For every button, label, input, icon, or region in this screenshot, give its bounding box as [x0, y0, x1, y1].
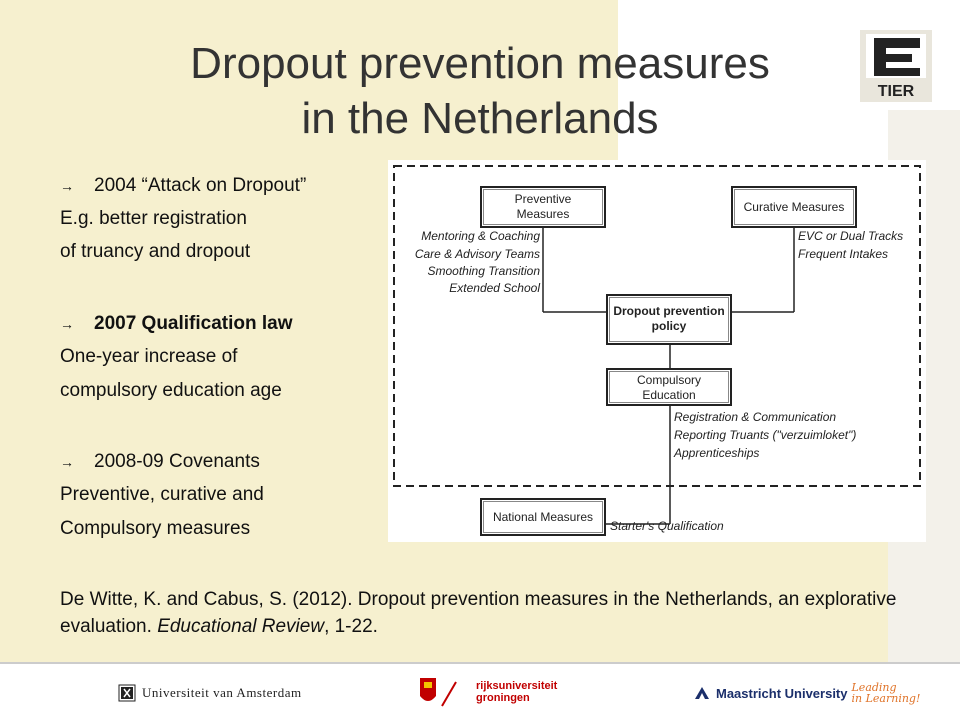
preventive-item: Extended School	[449, 281, 540, 295]
national-measures-box: National Measures	[480, 498, 606, 536]
compulsory-item: Reporting Truants ("verzuimloket")	[674, 428, 857, 442]
curative-measures-box: Curative Measures	[731, 186, 857, 228]
citation-text: De Witte, K. and Cabus, S. (2012). Dropout prevention measures in the Netherlands, an explorative evaluation.	[60, 589, 897, 637]
um-tagline: Leading in Learning!	[851, 681, 921, 705]
preventive-item: Care & Advisory Teams	[414, 247, 540, 261]
citation	[60, 586, 920, 640]
footer-logos	[0, 662, 960, 722]
arrow-icon: →	[60, 178, 74, 194]
bullet-heading: 2008-09 Covenants	[94, 451, 260, 472]
preventive-item: Mentoring & Coaching	[421, 229, 540, 243]
citation-journal: Educational Review	[157, 616, 325, 637]
bullet-line: One-year increase of	[60, 346, 238, 367]
rug-crest-icon	[416, 674, 476, 710]
bullet-line: Preventive, curative and	[60, 484, 264, 505]
arrow-icon: →	[60, 454, 74, 470]
compulsory-item: Registration & Communication	[674, 410, 837, 424]
uva-name: Universiteit van Amsterdam	[142, 685, 302, 700]
curative-item: Frequent Intakes	[798, 247, 889, 261]
national-item: Starter's Qualification	[610, 519, 724, 533]
bullet-line: E.g. better registration	[60, 208, 247, 229]
dropout-policy-box: Dropout prevention policy	[606, 294, 732, 345]
rug-name: rijksuniversiteit groningen	[476, 680, 558, 704]
svg-text:TIER: TIER	[877, 83, 915, 100]
bullet-heading: 2007 Qualification law	[94, 313, 293, 334]
um-logo	[694, 682, 920, 704]
uva-crest-icon	[118, 684, 136, 702]
bullet-heading: 2004 “Attack on Dropout”	[94, 175, 307, 196]
bullet-line: compulsory education age	[60, 380, 282, 401]
um-arrow-icon	[694, 685, 710, 701]
um-name: Maastricht University	[716, 685, 848, 701]
policy-diagram	[388, 160, 926, 542]
compulsory-item: Apprenticeships	[674, 446, 760, 460]
preventive-measures-box: Preventive Measures	[480, 186, 606, 228]
slide-title-line2: in the Netherlands	[301, 94, 659, 143]
citation-pages: , 1-22.	[324, 616, 378, 637]
uva-logo	[118, 684, 302, 702]
preventive-item: Smoothing Transition	[427, 264, 540, 278]
bullet-line: of truancy and dropout	[60, 241, 251, 262]
arrow-icon: →	[60, 316, 74, 332]
slide-title-line1: Dropout prevention measures	[190, 39, 770, 88]
rug-logo	[416, 674, 557, 710]
bullet-line: Compulsory measures	[60, 518, 251, 539]
tier-logo	[860, 30, 932, 102]
curative-item: EVC or Dual Tracks	[798, 229, 904, 243]
compulsory-education-box: Compulsory Education	[606, 368, 732, 406]
